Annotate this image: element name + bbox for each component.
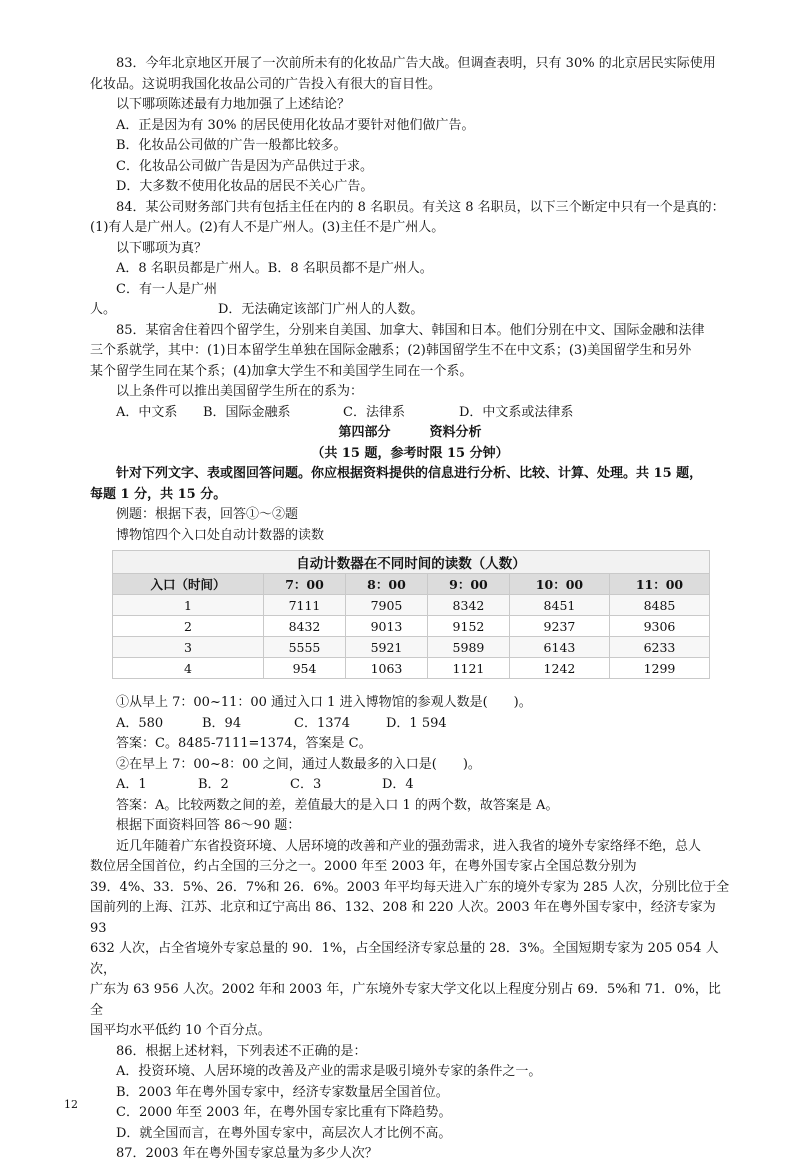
- table-header: 8：00: [345, 574, 427, 595]
- table-cell: 5555: [264, 637, 346, 658]
- q85-options: [90, 403, 730, 424]
- passage-line: 广东为 63 956 人次。2002 年和 2003 年，广东境外专家大学文化以上程度分别占 69．5%和 71．0%，比全: [90, 982, 721, 1018]
- q86-stem: 86．根据上述材料，下列表述不正确的是：: [90, 1043, 367, 1059]
- table-header-row: [113, 574, 710, 595]
- table-row: [113, 658, 710, 679]
- example1-option-d: D．1 594: [386, 715, 447, 731]
- passage-lead: 根据下面资料回答 86～90 题：: [90, 818, 301, 833]
- example2-options: [90, 775, 730, 796]
- q86-option-c: C．2000 年至 2003 年，在粤外国专家比重有下降趋势。: [90, 1105, 452, 1120]
- table-cell: 9013: [345, 616, 427, 637]
- q83-option-d: D．大多数不使用化妆品的居民不关心广告。: [90, 179, 374, 194]
- passage-line: 632 人次，占全省境外专家总量的 90．1%，占全国经济专家总量的 28．3%。全国短期专家为 205 054 人次，: [90, 941, 719, 977]
- table-cell: 6143: [509, 637, 609, 658]
- passage-line: 近几年随着广东省投资环境、人居环境的改善和产业的强劲需求，进入我省的境外专家络绎不绝，总人: [90, 838, 702, 854]
- q85-stem: 三个系就学，其中：(1)日本留学生单独在国际金融系；(2)韩国留学生不在中文系；(3)美国留学生和另外: [90, 343, 692, 358]
- table-cell: 8485: [609, 595, 709, 616]
- q87-stem: 87．2003 年在粤外国专家总量为多少人次？: [90, 1146, 378, 1161]
- part4-instructions: 每题 1 分，共 15 分。: [90, 486, 227, 502]
- q84-option-ab: A．8 名职员都是广州人。B．8 名职员都不是广州人。: [90, 261, 433, 276]
- table-cell: 1299: [609, 658, 709, 679]
- table-row: [113, 616, 710, 637]
- q85-option-a: A．中文系: [90, 404, 178, 420]
- passage-line: 国平均水平低约 10 个百分点。: [90, 1023, 271, 1038]
- table-cell: 9152: [427, 616, 509, 637]
- example1-question: ①从早上 7：00~11：00 通过入口 1 进入博物馆的参观人数是( )。: [90, 695, 532, 710]
- passage-line: 39．4%、33．5%、26．7%和 26．6%。2003 年平均每天进入广东的境外专家为 285 人次，分别比位于全: [90, 879, 730, 895]
- example1-option-a: A．580: [90, 715, 164, 731]
- table-header: 10：00: [509, 574, 609, 595]
- q84-option-d: D．无法确定该部门广州人的人数。: [218, 302, 424, 317]
- table-header: 11：00: [609, 574, 709, 595]
- q85-option-c: C．法律系: [343, 404, 405, 420]
- q86-option-b: B．2003 年在粤外国专家中，经济专家数量居全国首位。: [90, 1084, 449, 1100]
- q85-ask: 以上条件可以推出美国留学生所在的系为：: [90, 384, 364, 399]
- q83-stem: 83．今年北京地区开展了一次前所未有的化妆品广告大战。但调查表明，只有 30% 的北京居民实际使用: [90, 56, 716, 71]
- table-cell: 6233: [609, 637, 709, 658]
- example2-question: ②在早上 7：00~8：00 之间，通过人数最多的入口是( )。: [90, 756, 481, 772]
- table-cell: 1063: [345, 658, 427, 679]
- table-cell: 8342: [427, 595, 509, 616]
- part4-subtitle: （共 15 题，参考时限 15 分钟）: [311, 445, 509, 461]
- part4-instructions: 针对下列文字、表或图回答问题。你应根据资料提供的信息进行分析、比较、计算、处理。共 15 题，: [90, 466, 703, 481]
- example1-option-c: C．1374: [294, 715, 351, 731]
- q84-options-cd: [90, 280, 730, 321]
- q85-stem: 85．某宿舍住着四个留学生，分别来自美国、加拿大、韩国和日本。他们分别在中文、国际金融和法律: [90, 322, 705, 338]
- example2-option-c: C．3: [290, 777, 322, 792]
- counter-table: [112, 550, 710, 679]
- table-cell: 7111: [264, 595, 346, 616]
- table-cell: 5921: [345, 637, 427, 658]
- q83-ask: 以下哪项陈述最有力地加强了上述结论？: [90, 97, 351, 112]
- table-header: 入口（时间）: [113, 574, 264, 595]
- example2-option-b: B．2: [198, 777, 229, 792]
- q83-option-a: A．正是因为有 30% 的居民使用化妆品才要针对他们做广告。: [90, 117, 475, 133]
- example2-option-a: A．1: [90, 777, 147, 792]
- table-cell: 1121: [427, 658, 509, 679]
- table-cell: 954: [264, 658, 346, 679]
- part4-title: 第四部分 资料分析: [338, 425, 482, 440]
- table-cell: 8451: [509, 595, 609, 616]
- q85-option-d: D．中文系或法律系: [459, 404, 574, 420]
- table-caption: 自动计数器在不同时间的读数（人数）: [113, 551, 710, 574]
- table-cell: 9306: [609, 616, 709, 637]
- table-intro: 博物馆四个入口处自动计数器的读数: [90, 527, 325, 543]
- table-row: [113, 595, 710, 616]
- example2-option-d: D．4: [382, 777, 414, 792]
- q85-option-b: B．国际金融系: [203, 404, 291, 420]
- passage-line: 数位居全国首位，约占全国的三分之一。2000 年至 2003 年，在粤外国专家占全国总数分别为: [90, 859, 637, 874]
- q85-stem: 某个留学生同在某个系；(4)加拿大学生不和美国学生同在一个系。: [90, 363, 473, 379]
- table-cell: 3: [113, 637, 264, 658]
- example-intro: 例题：根据下表，回答①～②题: [90, 507, 299, 522]
- table-cell: 2: [113, 616, 264, 637]
- example1-answer: 答案：C。8485-7111=1374，答案是 C。: [90, 736, 372, 751]
- example1-options: [90, 714, 730, 735]
- q83-option-b: B．化妆品公司做的广告一般都比较多。: [90, 138, 347, 153]
- table-header: 7：00: [264, 574, 346, 595]
- table-row: [113, 637, 710, 658]
- example2-answer: 答案：A。比较两数之间的差，差值最大的是入口 1 的两个数，故答案是 A。: [90, 797, 559, 813]
- q83-option-c: C．化妆品公司做广告是因为产品供过于求。: [90, 158, 373, 174]
- table-cell: 7905: [345, 595, 427, 616]
- q86-option-a: A．投资环境、人居环境的改善及产业的需求是吸引境外专家的条件之一。: [90, 1064, 542, 1079]
- q84-ask: 以下哪项为真？: [90, 240, 208, 256]
- q84-stem: (1)有人是广州人。(2)有人不是广州人。(3)主任不是广州人。: [90, 220, 445, 235]
- q86-option-d: D．就全国而言，在粤外国专家中，高层次人才比例不高。: [90, 1125, 452, 1141]
- table-cell: 1242: [509, 658, 609, 679]
- table-cell: 1: [113, 595, 264, 616]
- page-number: 12: [64, 1098, 78, 1111]
- q84-stem: 84．某公司财务部门共有包括主任在内的 8 名职员。有关这 8 名职员，以下三个断定中只有一个是真的：: [90, 199, 725, 215]
- table-cell: 9237: [509, 616, 609, 637]
- example1-option-b: B．94: [202, 715, 242, 731]
- table-header: 9：00: [427, 574, 509, 595]
- passage-line: 国前列的上海、江苏、北京和辽宁高出 86、132、208 和 220 人次。2003 年在粤外国专家中，经济专家为 93: [90, 900, 716, 936]
- q84-option-c: C．有一人是广州人。: [90, 281, 217, 317]
- table-cell: 4: [113, 658, 264, 679]
- table-cell: 8432: [264, 616, 346, 637]
- page-content: [90, 54, 730, 1165]
- q83-stem: 化妆品。这说明我国化妆品公司的广告投入有很大的盲目性。: [90, 76, 442, 92]
- table-cell: 5989: [427, 637, 509, 658]
